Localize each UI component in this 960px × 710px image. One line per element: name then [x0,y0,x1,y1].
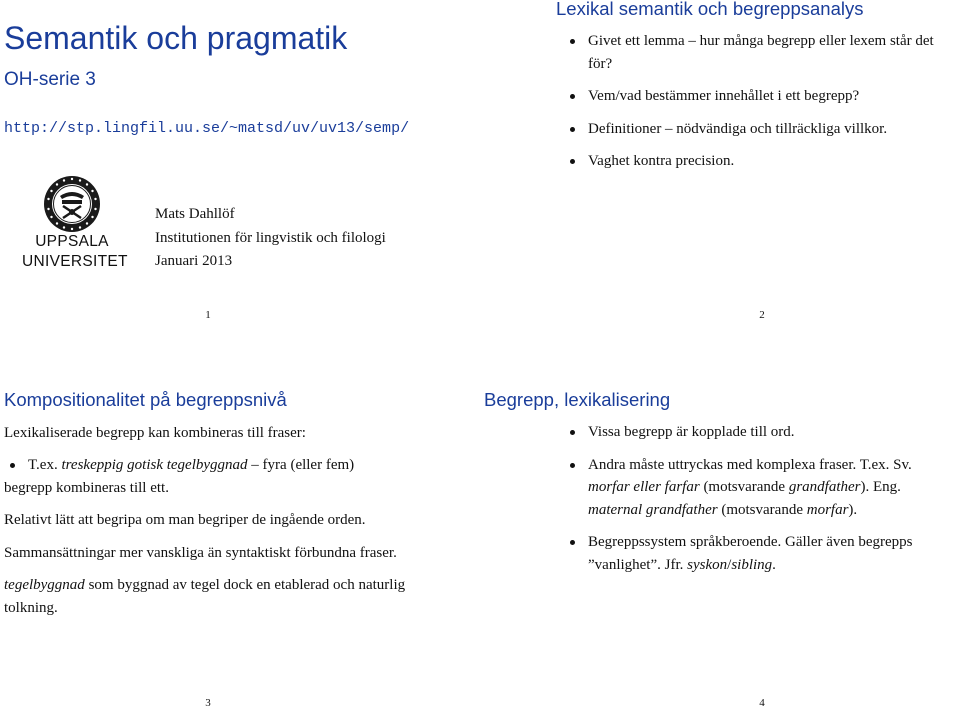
list-item: Vissa begrepp är kopplade till ord. [564,421,954,444]
list-item: Givet ett lemma – hur många begrepp eller lexem står det för? [564,30,952,75]
page-number: 4 [759,697,765,709]
list-item: Definitioner – nödvändiga och tillräckliga villkor. [564,118,952,141]
institution: Institutionen för lingvistik och filologi [155,229,386,246]
text-part: ). Eng. [860,479,901,495]
page-number: 2 [759,309,765,321]
emphasis: morfar eller farfar [588,479,700,495]
slide-heading: Begrepp, lexikalisering [484,389,671,410]
bullet-list [564,30,952,183]
text-part: . [772,556,776,573]
logo-wordmark-line-1: UPPSALA [35,233,109,250]
item-rest: – fyra (eller fem) [247,457,355,473]
text-part: (motsvarande [717,501,807,518]
date: Januari 2013 [155,253,233,269]
lead-text: Lexikaliserade begrepp kan kombineras till fraser: [4,425,306,441]
paragraph [4,574,424,619]
paragraph-emphasis: tegelbyggnad [4,577,85,593]
emphasis: grandfather [788,479,861,495]
text-part: Andra måste uttryckas med komplexa fraser. T.ex. Sv. [588,456,912,473]
page-number: 3 [205,697,211,709]
paragraph-rest: som byggnad av tegel dock en etablerad och naturlig tolkning. [4,577,406,616]
slide-heading: Kompositionalitet på begreppsnivå [4,389,287,410]
paragraph: Sammansättningar mer vanskliga än syntaktiskt förbundna fraser. [4,544,397,561]
emphasis: morfar [806,501,849,518]
series-subtitle: OH-serie 3 [4,69,96,90]
text-part: Begreppssystem språkberoende. Gäller även begrepps ”vanlighet”. Jfr. [588,534,913,573]
item-prefix: T.ex. [28,457,62,473]
emphasis: syskon [687,556,728,573]
slide-2 [480,0,960,355]
text-part: / [727,556,732,573]
bullet-list [4,454,424,629]
list-item: Vem/vad bestämmer innehållet i ett begrepp? [564,85,952,108]
list-item [4,454,424,499]
text-part: ). [848,501,858,518]
course-title: Semantik och pragmatik [4,20,348,56]
slide-3 [0,355,480,710]
page-number: 1 [205,309,211,321]
slide-4 [480,355,960,710]
slide-heading: Lexikal semantik och begreppsanalys [556,0,864,19]
emphasis: sibling [731,556,773,573]
list-item: Vaghet kontra precision. [564,150,952,173]
author-name: Mats Dahllöf [155,206,235,222]
paragraph: Relativt lätt att begripa om man begriper de ingående orden. [4,512,366,528]
author-block [155,203,386,274]
logo-wordmark-line-2: UNIVERSITET [22,253,128,270]
list-item [564,454,954,522]
bullet-list [564,421,954,586]
course-url: http://stp.lingfil.uu.se/~matsd/uv/uv13/semp/ [4,120,410,137]
slide-1 [0,0,480,355]
item-emphasis: treskeppig gotisk tegelbyggnad [61,457,248,473]
list-item [564,531,954,576]
item-continuation: begrepp kombineras till ett. [4,479,169,496]
emphasis: maternal grandfather [588,501,718,518]
university-seal-icon [42,174,102,234]
text-part: (motsvarande [699,479,789,495]
